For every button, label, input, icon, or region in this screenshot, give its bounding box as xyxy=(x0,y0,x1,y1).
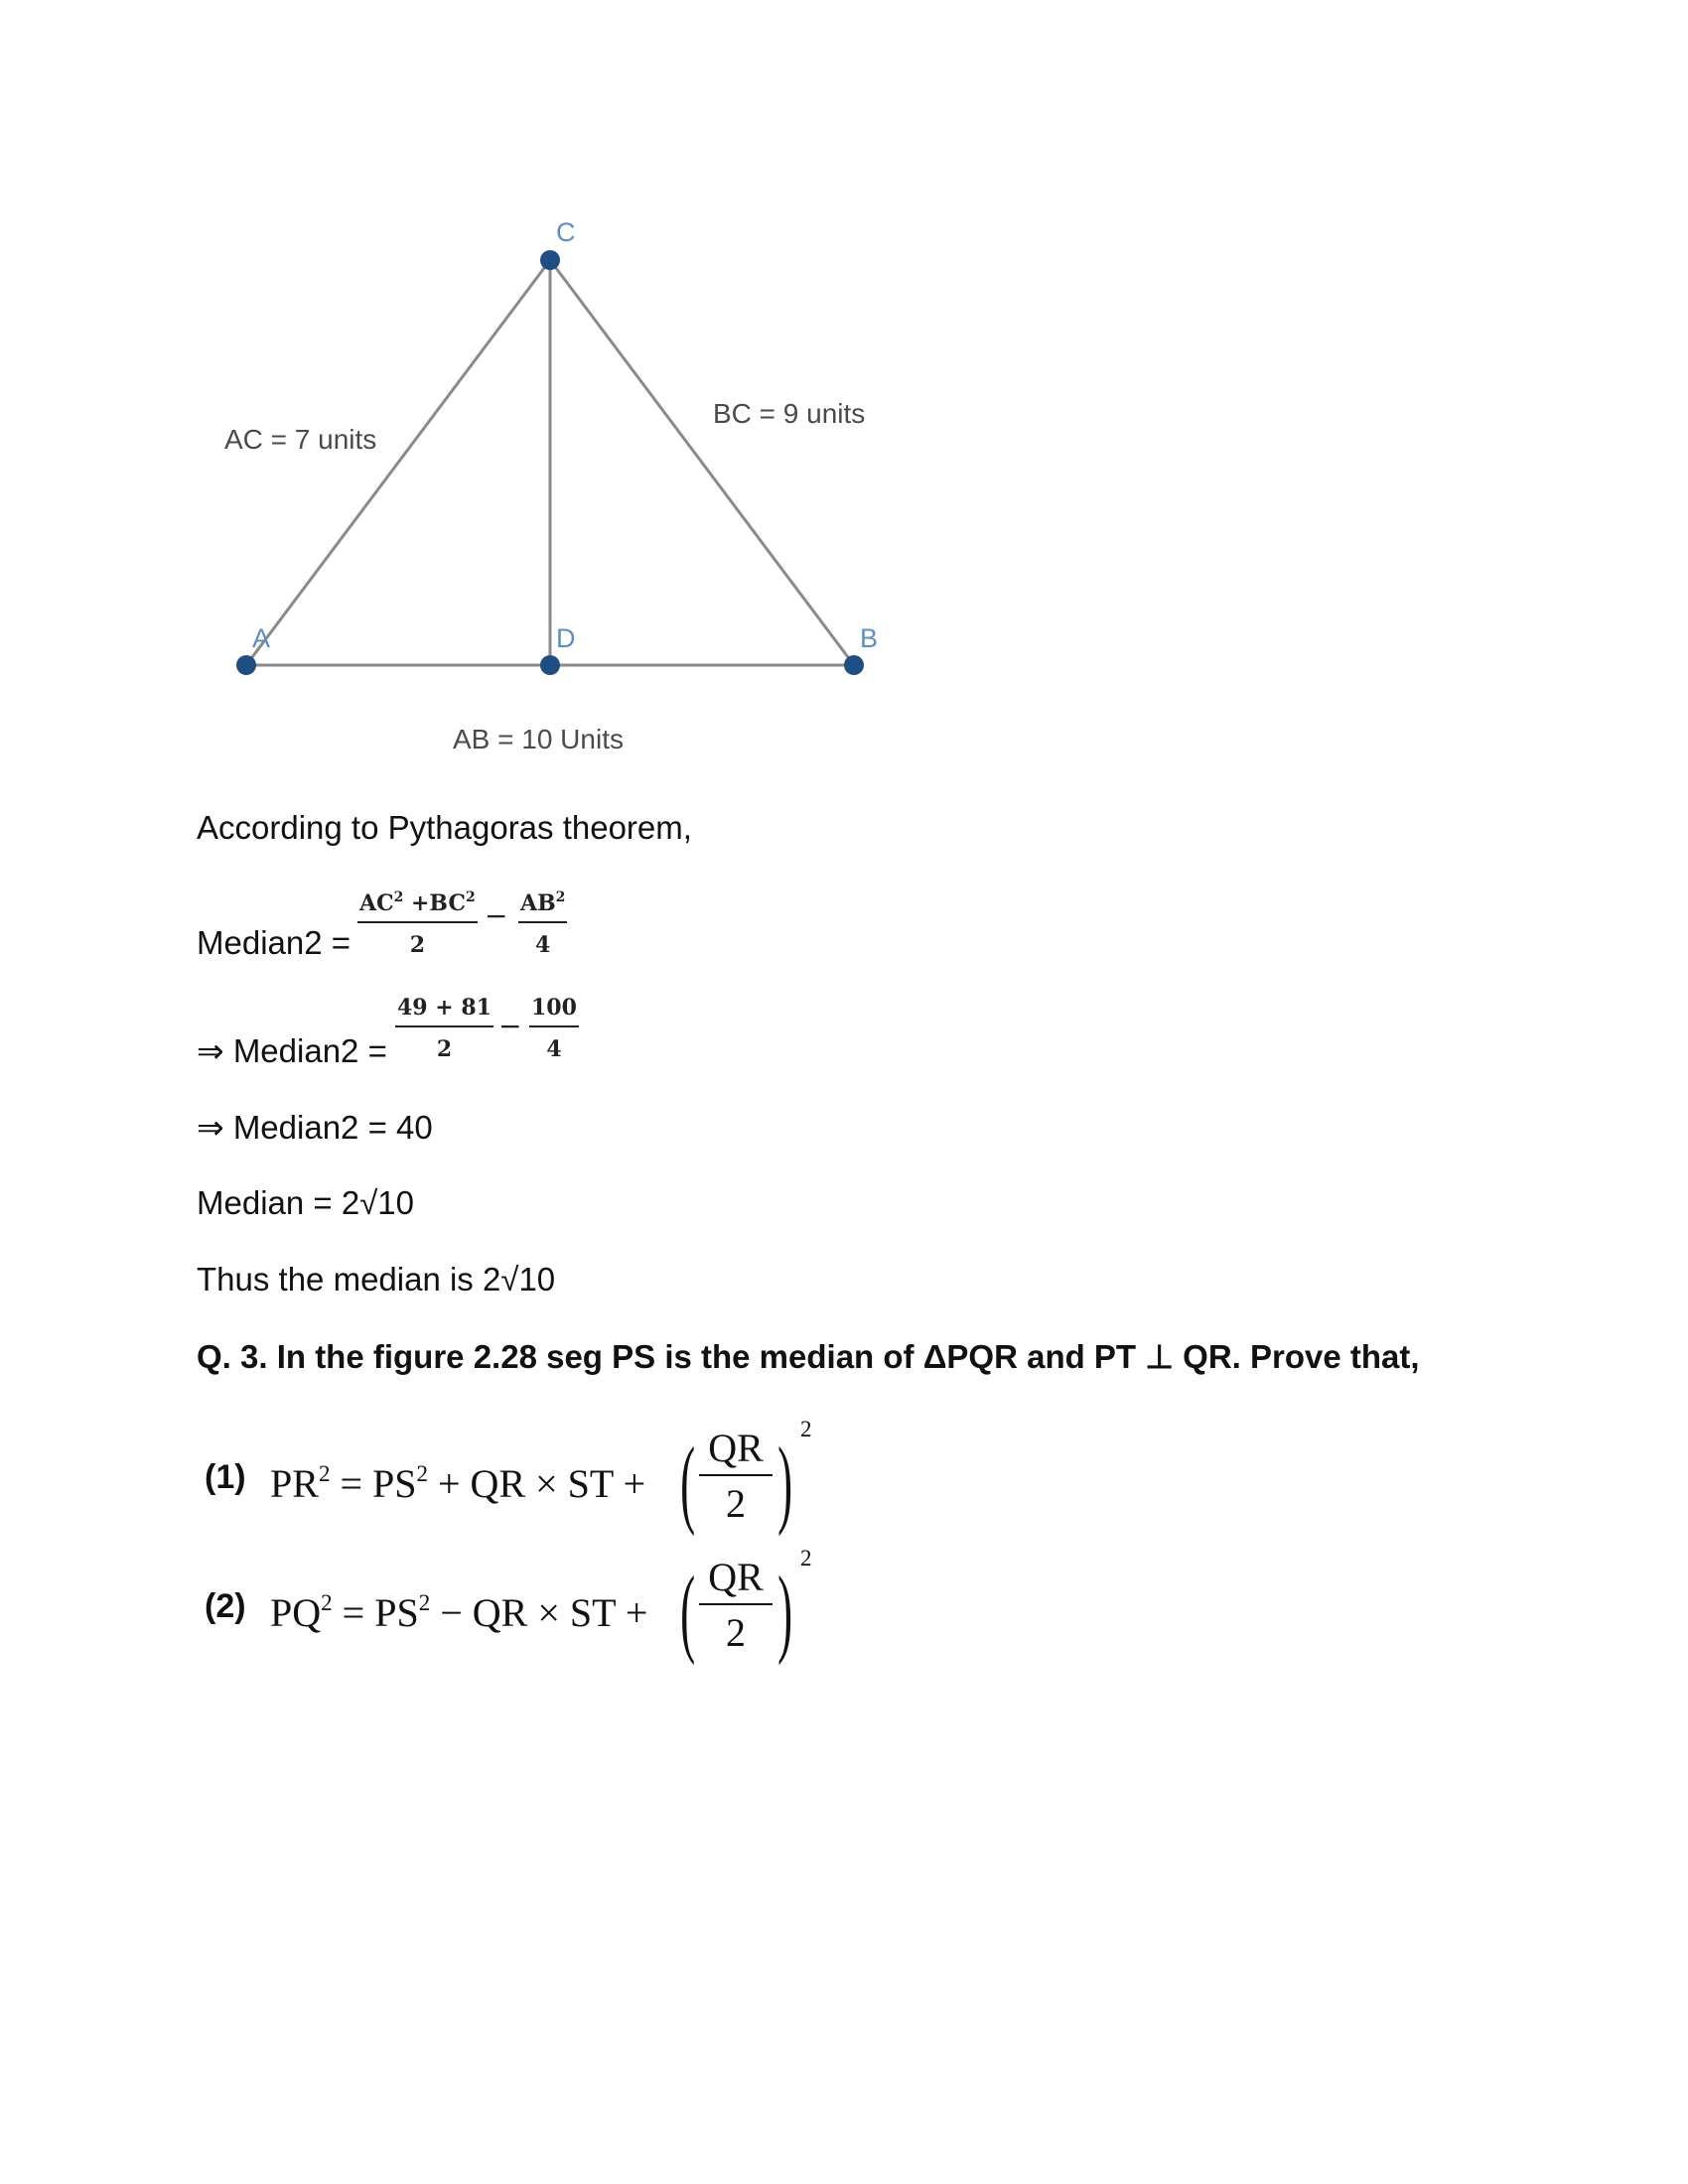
eq1-ps-exp: 2 xyxy=(416,1461,428,1486)
eq2-pq: PQ xyxy=(270,1590,322,1635)
point-d-dot xyxy=(540,655,560,675)
conclusion-text: Thus the median is 2√10 xyxy=(197,1261,556,1297)
side-ac xyxy=(246,260,550,665)
equation-1-label: (1) xyxy=(205,1458,246,1496)
eq1-close-paren: ) xyxy=(777,1427,793,1537)
eq2-outer-exp: 2 xyxy=(800,1546,812,1570)
eq1-open-paren: ( xyxy=(680,1427,696,1537)
side-bc-label: BC = 9 units xyxy=(713,398,866,429)
step2-f2-num: 100 xyxy=(531,995,577,1021)
step1-fraction-1 xyxy=(357,886,478,957)
step1-f1-exp-1: 2 xyxy=(393,889,404,905)
step2-f2-den: 4 xyxy=(546,1036,562,1062)
intro-text: According to Pythagoras theorem, xyxy=(197,809,692,846)
step2-f1-den: 2 xyxy=(436,1036,453,1062)
step2-fraction-1 xyxy=(395,996,493,1061)
vertex-a-dot xyxy=(236,655,256,675)
step1-f1-exp-2: 2 xyxy=(465,889,476,905)
point-d-label: D xyxy=(556,623,576,653)
side-bc xyxy=(550,260,854,665)
vertex-b-dot xyxy=(844,655,864,675)
eq1-rest: + QR × ST + xyxy=(428,1461,646,1506)
eq2-frac-den: 2 xyxy=(726,1610,746,1655)
eq2-ps-exp: 2 xyxy=(418,1590,431,1615)
eq1-fraction xyxy=(699,1427,773,1526)
question-heading: Q. 3. In the figure 2.28 seg PS is the median of ΔPQR and PT ⊥ QR. Prove that, xyxy=(197,1338,1420,1375)
vertex-c-label: C xyxy=(556,217,576,247)
side-ac-label: AC = 7 units xyxy=(224,424,377,455)
step1-minus: − xyxy=(485,899,508,932)
eq1-pr-exp: 2 xyxy=(318,1461,331,1486)
step2-lhs: ⇒ Median2 = xyxy=(197,1032,387,1069)
equation-2-label: (2) xyxy=(205,1587,246,1625)
step2-f1-num: 49 + 81 xyxy=(397,995,492,1021)
step1-f2-exp: 2 xyxy=(555,889,566,905)
eq1-ps: = PS xyxy=(330,1461,417,1506)
eq2-fraction xyxy=(699,1556,773,1655)
step3-text: ⇒ Median2 = 40 xyxy=(197,1109,433,1146)
eq2-rest: − QR × ST + xyxy=(430,1590,648,1635)
eq2-pq-exp: 2 xyxy=(321,1590,333,1615)
eq1-pr: PR xyxy=(270,1461,319,1506)
step1-f2-den: 4 xyxy=(535,932,551,958)
step2-minus: − xyxy=(498,1010,522,1042)
step1-f1-num-ac: AC xyxy=(359,890,394,916)
vertex-c-dot xyxy=(540,250,560,270)
step1-fraction-2 xyxy=(518,886,567,957)
eq2-ps: = PS xyxy=(332,1590,419,1635)
equation-2-expression xyxy=(270,1589,647,1636)
step4-text: Median = 2√10 xyxy=(197,1184,415,1221)
step1-f1-den: 2 xyxy=(409,932,425,958)
step1-f2-num: AB xyxy=(520,890,556,916)
step1-lhs: Median2 = xyxy=(197,924,352,961)
vertex-b-label: B xyxy=(860,623,879,653)
eq1-frac-num: QR xyxy=(708,1426,764,1470)
vertex-a-label: A xyxy=(252,623,271,653)
eq1-outer-exp: 2 xyxy=(800,1417,812,1441)
eq1-frac-den: 2 xyxy=(726,1481,746,1526)
eq2-frac-num: QR xyxy=(708,1555,764,1599)
triangle-figure xyxy=(0,0,1688,794)
side-ab-label: AB = 10 Units xyxy=(453,724,624,754)
step1-f1-num-bc: +BC xyxy=(403,890,466,916)
eq2-close-paren: ) xyxy=(777,1556,793,1666)
step2-fraction-2 xyxy=(529,996,579,1061)
equation-1-expression xyxy=(270,1460,645,1507)
equation-2 xyxy=(205,1546,820,1666)
eq2-open-paren: ( xyxy=(680,1556,696,1666)
equation-1 xyxy=(205,1417,820,1537)
